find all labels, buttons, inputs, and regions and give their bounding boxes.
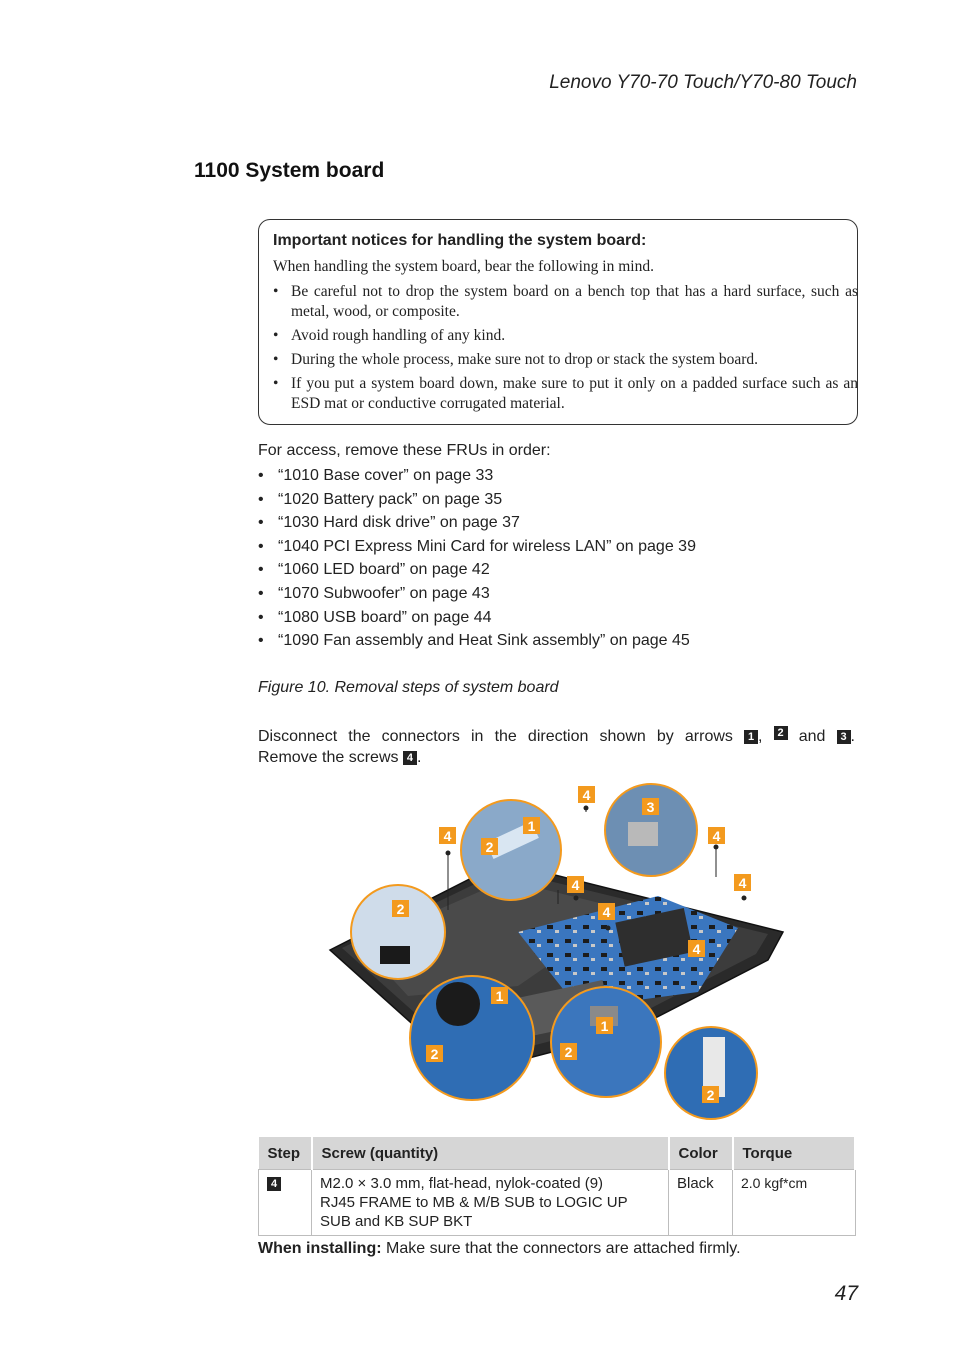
notice-list (273, 282, 858, 418)
word: in (471, 728, 484, 745)
list-item: • “1010 Base cover” on page 33 (258, 466, 696, 490)
list-item: • During the whole process, make sure not to drop or stack the system board. (273, 350, 858, 370)
figure-caption: Figure 10. Removal steps of system board (258, 679, 559, 696)
system-board-figure (328, 782, 786, 1122)
svg-text:1: 1 (600, 1018, 609, 1034)
color-cell: Black (669, 1170, 733, 1236)
list-item: • “1090 Fan assembly and Heat Sink assembly” on page 45 (258, 631, 696, 655)
install-note-label: When installing: (258, 1240, 382, 1257)
word: arrows (684, 728, 733, 745)
svg-text:3: 3 (646, 799, 655, 815)
callout-label (598, 903, 615, 920)
word: Disconnect (258, 728, 338, 745)
callout-label (642, 798, 659, 815)
step-badge: 4 (267, 1177, 281, 1191)
callout-label (578, 786, 595, 803)
instruction-line-2 (258, 747, 855, 768)
zoom-circle-bottom-center (551, 987, 661, 1097)
svg-text:4: 4 (571, 877, 580, 893)
word: and (798, 728, 826, 745)
list-item: • “1070 Subwoofer” on page 43 (258, 584, 696, 608)
callout-label (491, 987, 508, 1004)
list-item: • Avoid rough handling of any kind. (273, 326, 858, 346)
table-header-row (259, 1137, 856, 1170)
word: shown (599, 728, 646, 745)
zoom-circle-top (461, 800, 561, 900)
screw-table (258, 1137, 856, 1236)
svg-text:4: 4 (443, 828, 452, 844)
instruction-line-1 (258, 726, 855, 747)
notice-heading: Important notices for handling the system board: (273, 232, 647, 249)
notice-intro: When handling the system board, bear the following in mind. (273, 258, 654, 275)
svg-text:4: 4 (602, 904, 611, 920)
list-item: • Be careful not to drop the system board on a bench top that has a hard surface, such as metal, wood, or composite. (273, 282, 858, 322)
callout-label (426, 1045, 443, 1062)
install-note-text: Make sure that the connectors are attached firmly. (386, 1240, 741, 1257)
instruction-text (258, 726, 855, 768)
word: the (348, 728, 371, 745)
table-header: Step (259, 1137, 312, 1170)
fru-list (258, 466, 696, 655)
callout-label (392, 900, 409, 917)
step-badge: 3 (837, 730, 851, 744)
zoom-circle-top-right (605, 784, 697, 876)
list-item: • “1020 Battery pack” on page 35 (258, 490, 696, 514)
punctuation: , (758, 728, 763, 745)
svg-text:4: 4 (582, 787, 591, 803)
screw-cell (312, 1170, 669, 1236)
screw-description: RJ45 FRAME to MB & M/B SUB to LOGIC UP (320, 1194, 628, 1211)
instruction-text-2: Remove the screws (258, 749, 399, 766)
callout-label (596, 1017, 613, 1034)
callout-label (708, 827, 725, 844)
callout-label (702, 1086, 719, 1103)
punctuation: . (850, 728, 855, 745)
svg-text:2: 2 (706, 1087, 715, 1103)
callout-label (560, 1043, 577, 1060)
punctuation: . (416, 749, 422, 766)
svg-text:2: 2 (430, 1046, 439, 1062)
list-item: • If you put a system board down, make sure to put it only on a padded surface such as an ESD mat or conductive corrugated material. (273, 374, 858, 414)
zoom-circle-bottom-left (410, 976, 534, 1100)
svg-text:4: 4 (692, 941, 701, 957)
table-header: Torque (733, 1137, 856, 1170)
svg-text:2: 2 (564, 1044, 573, 1060)
step-cell (259, 1170, 312, 1236)
zoom-circle-left (351, 885, 445, 979)
svg-text:1: 1 (527, 818, 536, 834)
step-group-3 (837, 726, 855, 747)
table-header: Color (669, 1137, 733, 1170)
screw-description: M2.0 × 3.0 mm, flat-head, nylok-coated (9) (320, 1175, 604, 1192)
list-item: • “1060 LED board” on page 42 (258, 560, 696, 584)
table-header: Screw (quantity) (312, 1137, 669, 1170)
page-number: 47 (834, 1282, 858, 1305)
svg-text:2: 2 (396, 901, 405, 917)
word: direction (527, 728, 589, 745)
screw-description: SUB and KB SUP BKT (320, 1213, 473, 1230)
svg-text:1: 1 (495, 988, 504, 1004)
callout-label (688, 940, 705, 957)
fru-intro: For access, remove these FRUs in order: (258, 442, 551, 459)
list-item: • “1040 PCI Express Mini Card for wireless LAN” on page 39 (258, 537, 696, 561)
zoom-circle-bottom-right (665, 1027, 757, 1119)
step-badge: 2 (774, 726, 788, 740)
running-header: Lenovo Y70-70 Touch/Y70-80 Touch (549, 72, 857, 93)
callout-label (734, 874, 751, 891)
step-badge: 4 (403, 751, 417, 765)
svg-text:2: 2 (485, 839, 494, 855)
torque-cell: 2.0 kgf*cm (733, 1170, 856, 1236)
word: the (494, 728, 517, 745)
word: by (656, 728, 674, 745)
section-title: 1100 System board (194, 159, 385, 182)
callout-label (567, 876, 584, 893)
word: connectors (381, 728, 460, 745)
table-row (259, 1170, 856, 1236)
callout-label (439, 827, 456, 844)
callout-label (481, 838, 498, 855)
list-item: • “1080 USB board” on page 44 (258, 608, 696, 632)
list-item: • “1030 Hard disk drive” on page 37 (258, 513, 696, 537)
step-group-1 (744, 726, 762, 747)
step-badge: 1 (744, 730, 758, 744)
callout-label (523, 817, 540, 834)
svg-text:4: 4 (712, 828, 721, 844)
install-note (258, 1240, 741, 1258)
svg-text:4: 4 (738, 875, 747, 891)
